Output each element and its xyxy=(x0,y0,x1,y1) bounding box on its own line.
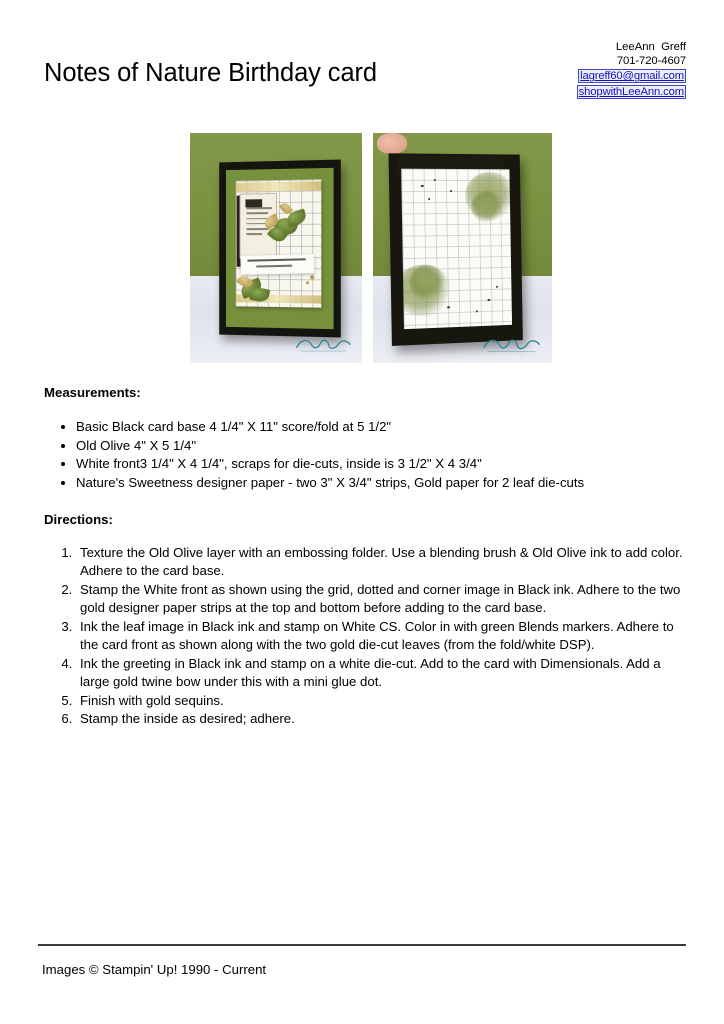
card-front-photo xyxy=(190,133,362,363)
list-item: 6. Stamp the inside as desired; adhere. xyxy=(76,710,684,728)
black-card-base xyxy=(219,159,341,337)
footer-credit: Images © Stampin' Up! 1990 - Current xyxy=(42,962,267,977)
measurements-list xyxy=(44,418,684,493)
photo-row xyxy=(190,133,552,363)
greeting-banner xyxy=(240,254,314,275)
document-header xyxy=(0,0,724,120)
list-item: • Old Olive 4" X 5 1/4" xyxy=(76,437,684,455)
contact-block xyxy=(456,40,686,99)
directions-list xyxy=(44,544,684,729)
website-link[interactable]: shopwithLeeAnn.com xyxy=(578,85,684,98)
old-olive-layer xyxy=(226,167,333,328)
list-item: 2. Stamp the White front as shown using the grid, dotted and corner image in Black ink. Adhere to the two gold designer paper strips at the top and bottom before adding to the card base. xyxy=(76,581,684,617)
greeting-script-text xyxy=(247,258,306,262)
list-item: 4. Ink the greeting in Black ink and stamp on a white die-cut. Add to the card with Dimensionals. Add a large gold twine bow under this with a mini glue dot. xyxy=(76,655,684,691)
white-front-panel xyxy=(235,179,321,308)
list-item: • Nature's Sweetness designer paper - two 3" X 3/4" strips, Gold paper for 2 leaf die-cuts xyxy=(76,474,684,492)
email-link-row xyxy=(456,69,686,83)
corner-foliage-stamp xyxy=(471,191,503,223)
white-inside-panel xyxy=(401,168,512,329)
greeting-subtext xyxy=(256,265,291,268)
list-item: • Basic Black card base 4 1/4" X 11" score/fold at 5 1/2" xyxy=(76,418,684,436)
contact-phone: 701-720-4607 xyxy=(616,55,686,68)
contact-name: LeeAnn Greff xyxy=(615,41,686,53)
card-inside-photo xyxy=(373,133,552,363)
list-item: 5. Finish with gold sequins. xyxy=(76,692,684,710)
black-card-base-open xyxy=(388,153,523,345)
list-item: 1. Texture the Old Olive layer with an embossing folder. Use a blending brush & Old Olive ink to add color. Adhere to the card base. xyxy=(76,544,684,580)
page-title: Notes of Nature Birthday card xyxy=(44,59,378,88)
gold-dsp-strip-top xyxy=(235,181,321,191)
signature-watermark xyxy=(293,331,355,356)
recipe-badge xyxy=(245,199,262,207)
list-item: • White front3 1/4" X 4 1/4", scraps for die-cuts, inside is 3 1/2" X 4 3/4" xyxy=(76,455,684,473)
footer-divider xyxy=(38,944,686,946)
hand-thumb xyxy=(377,133,407,154)
directions-heading: Directions: xyxy=(44,512,113,527)
measurements-heading: Measurements: xyxy=(44,385,141,400)
email-link[interactable]: lagreff60@gmail.com xyxy=(580,70,684,83)
list-item: 3. Ink the leaf image in Black ink and stamp on White CS. Color in with green Blends markers. Adhere to the card front as shown along with the two gold die-cut leaves (from the fold/white DSP). xyxy=(76,618,684,654)
signature-watermark xyxy=(480,331,544,356)
website-link-row xyxy=(456,85,686,99)
